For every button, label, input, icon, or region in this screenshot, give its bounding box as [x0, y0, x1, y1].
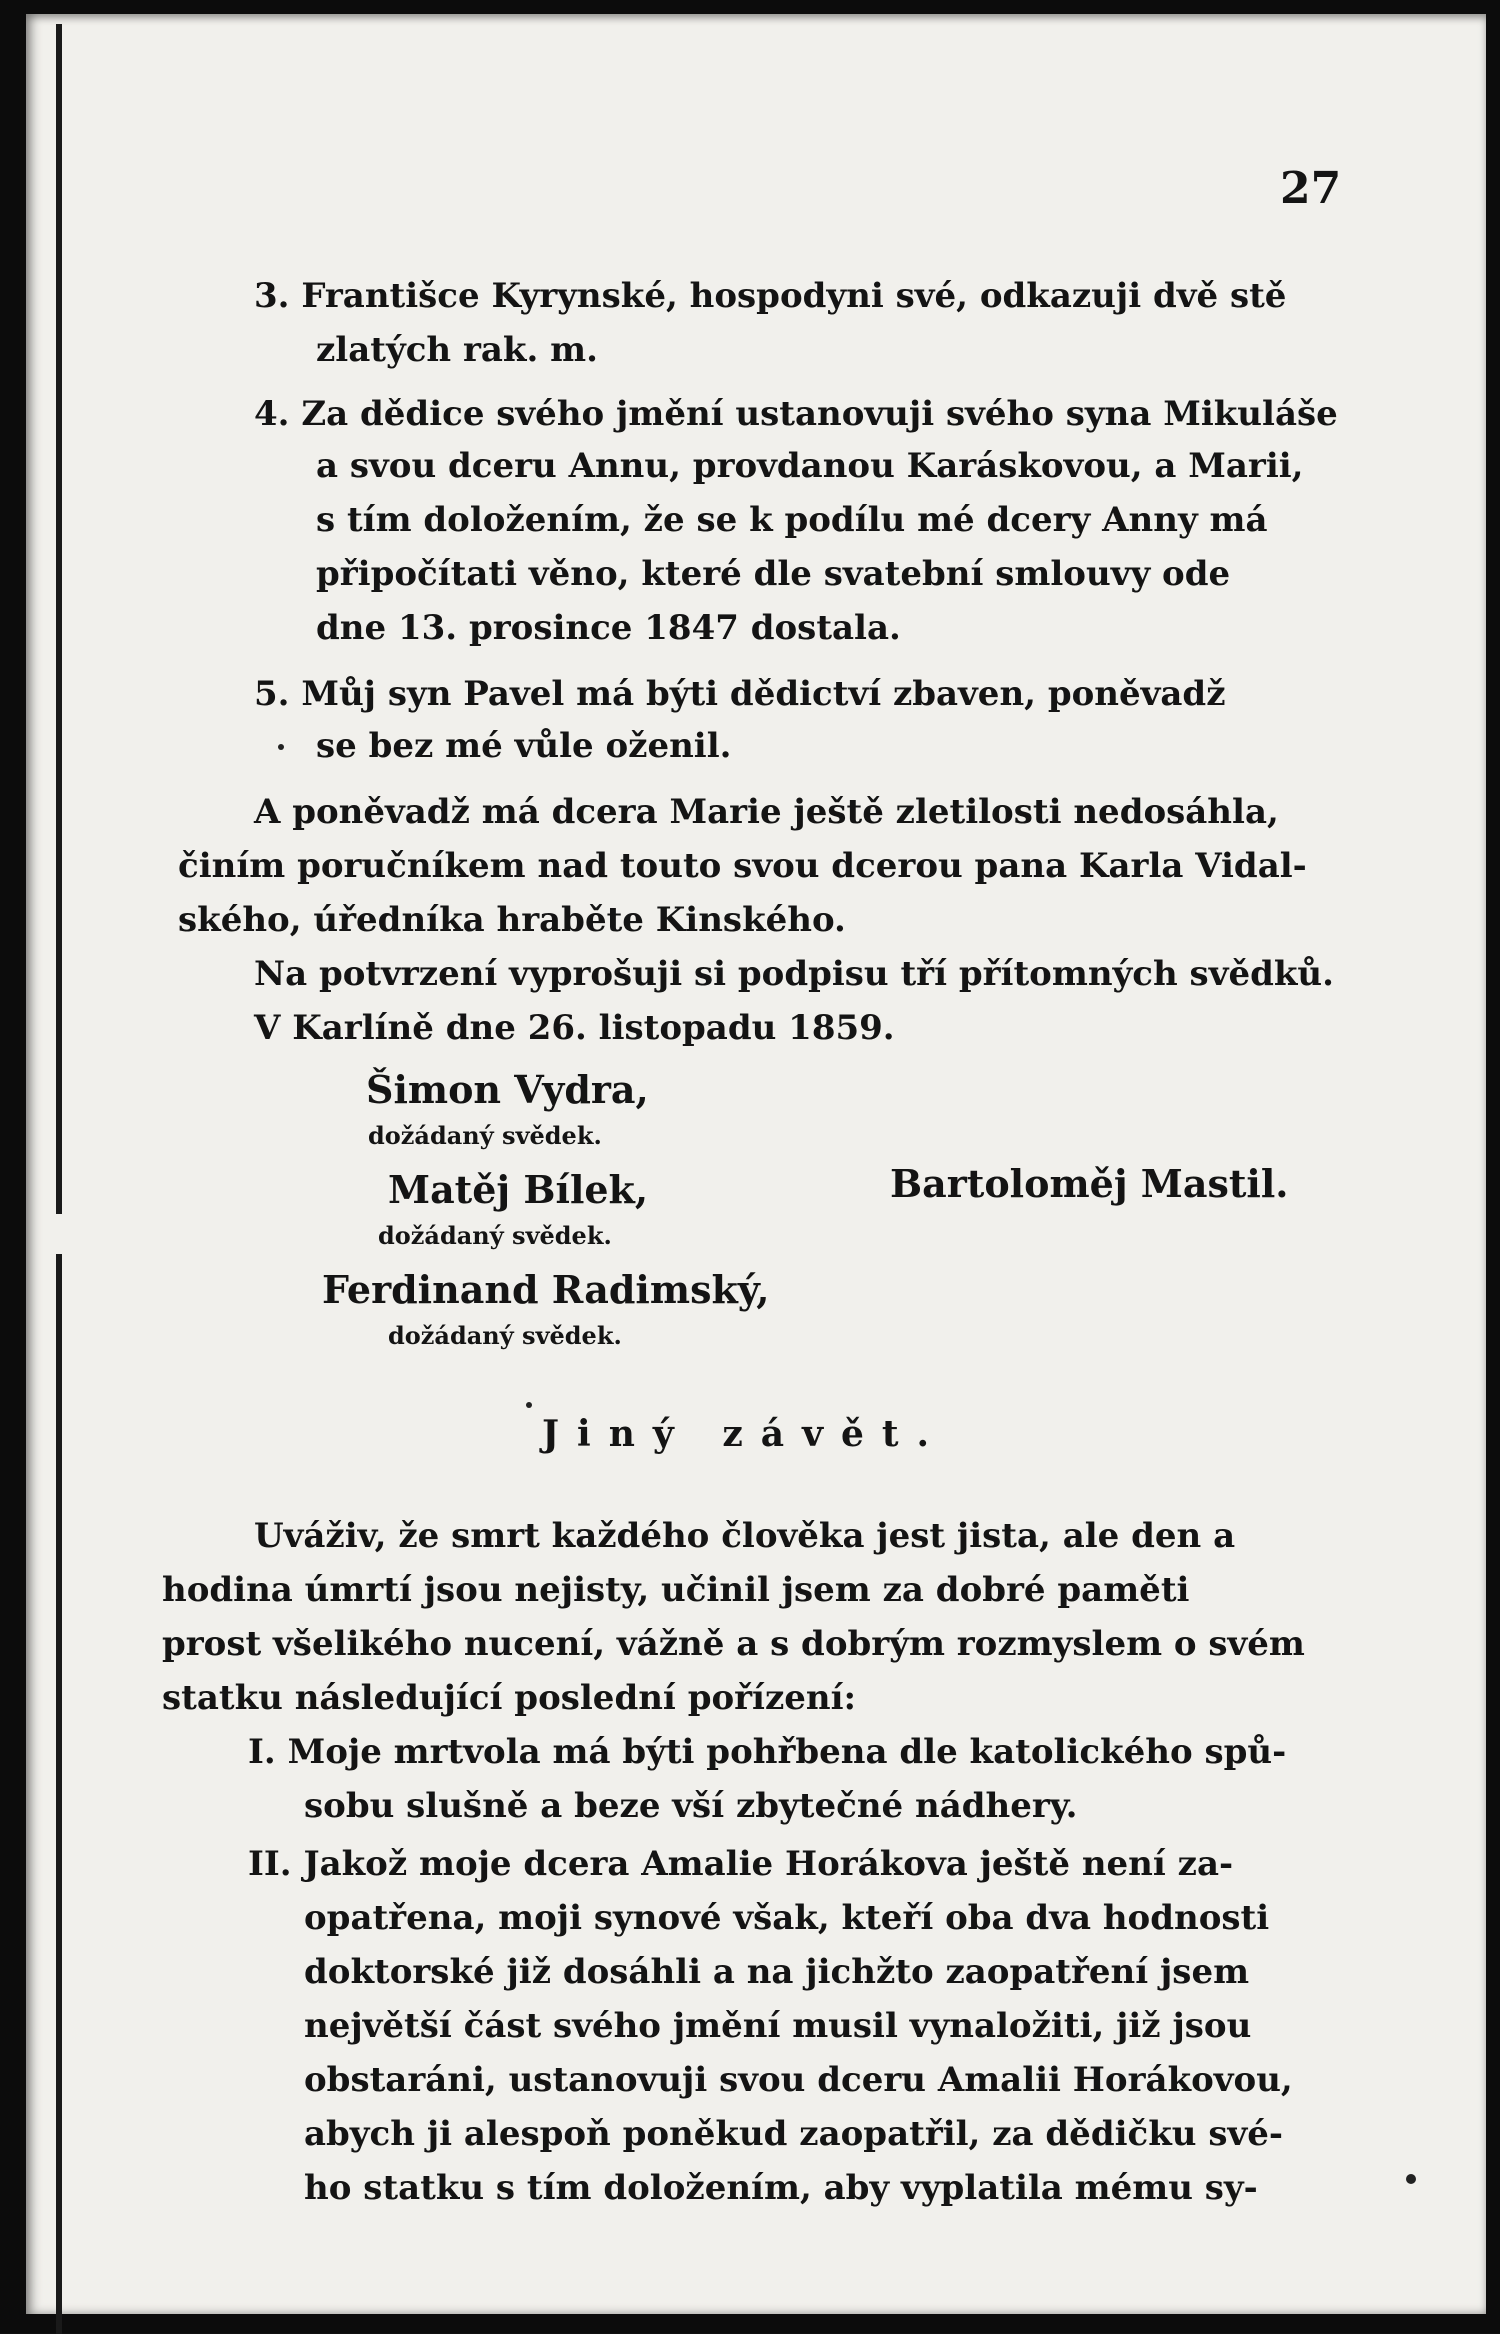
item-4-line-1: 4. Za dědice svého jmění ustanovuji svého syna Mikuláše — [254, 394, 1338, 434]
guardian-line-3: ského, úředníka hraběte Kinského. — [178, 900, 846, 940]
roman-1-line-1: I. Moje mrtvola má býti pohřbena dle katolického spů- — [248, 1732, 1287, 1772]
section-heading: Jiný závět. — [542, 1413, 948, 1455]
roman-2-line-1: II. Jakož moje dcera Amalie Horákova ještě není za- — [248, 1844, 1234, 1884]
item-4-line-5: dne 13. prosince 1847 dostala. — [316, 608, 901, 648]
witness-3-role: dožádaný svědek. — [388, 1321, 622, 1350]
binding-shadow-top — [56, 24, 62, 1214]
witness-2-role: dožádaný svědek. — [378, 1221, 612, 1250]
roman-2-line-7: ho statku s tím doložením, aby vyplatila mému sy- — [304, 2168, 1258, 2208]
guardian-line-1: A poněvadž má dcera Marie ještě zletilosti nedosáhla, — [254, 792, 1279, 832]
testator-signature: Bartoloměj Mastil. — [890, 1161, 1289, 1206]
guardian-line-2: činím poručníkem nad touto svou dcerou pana Karla Vidal- — [178, 846, 1307, 886]
roman-1-line-2: sobu slušně a beze vší zbytečné nádhery. — [304, 1786, 1078, 1826]
binding-shadow-bottom — [56, 1254, 62, 2334]
roman-2-line-3: doktorské již dosáhli a na jichžto zaopatření jsem — [304, 1952, 1250, 1992]
confirmation-line: Na potvrzení vyprošuji si podpisu tří přítomných svědků. — [254, 954, 1334, 994]
witness-1-role: dožádaný svědek. — [368, 1121, 602, 1150]
scan-speck — [278, 744, 284, 750]
witness-1-name: Šimon Vydra, — [366, 1067, 649, 1112]
page-number: 27 — [1280, 163, 1342, 214]
scan-speck — [1406, 2174, 1416, 2184]
intro-line-1: Uváživ, že smrt každého člověka jest jista, ale den a — [254, 1516, 1236, 1556]
intro-line-2: hodina úmrtí jsou nejisty, učinil jsem za dobré paměti — [162, 1570, 1190, 1610]
book-page — [26, 14, 1486, 2314]
scan-speck — [526, 1402, 532, 1408]
item-3-line-2: zlatých rak. m. — [316, 330, 598, 370]
item-5-line-1: 5. Můj syn Pavel má býti dědictví zbaven, poněvadž — [254, 674, 1226, 714]
place-date-line: V Karlíně dne 26. listopadu 1859. — [254, 1008, 895, 1048]
item-4-line-2: a svou dceru Annu, provdanou Karáskovou, a Marii, — [316, 446, 1304, 486]
item-4-line-4: připočítati věno, které dle svatební smlouvy ode — [316, 554, 1231, 594]
roman-2-line-2: opatřena, moji synové však, kteří oba dva hodnosti — [304, 1898, 1270, 1938]
item-3-line-1: 3. Františce Kyrynské, hospodyni své, odkazuji dvě stě — [254, 276, 1287, 316]
witness-2-name: Matěj Bílek, — [388, 1167, 649, 1212]
roman-2-line-6: abych ji alespoň poněkud zaopatřil, za dědičku své- — [304, 2114, 1283, 2154]
item-4-line-3: s tím doložením, že se k podílu mé dcery Anny má — [316, 500, 1268, 540]
item-5-line-2: se bez mé vůle oženil. — [316, 726, 732, 766]
roman-2-line-5: obstaráni, ustanovuji svou dceru Amalii Horákovou, — [304, 2060, 1293, 2100]
roman-2-line-4: největší část svého jmění musil vynaložiti, již jsou — [304, 2006, 1252, 2046]
intro-line-4: statku následující poslední pořízení: — [162, 1678, 857, 1718]
witness-3-name: Ferdinand Radimský, — [322, 1267, 770, 1312]
intro-line-3: prost všelikého nucení, vážně a s dobrým rozmyslem o svém — [162, 1624, 1305, 1664]
